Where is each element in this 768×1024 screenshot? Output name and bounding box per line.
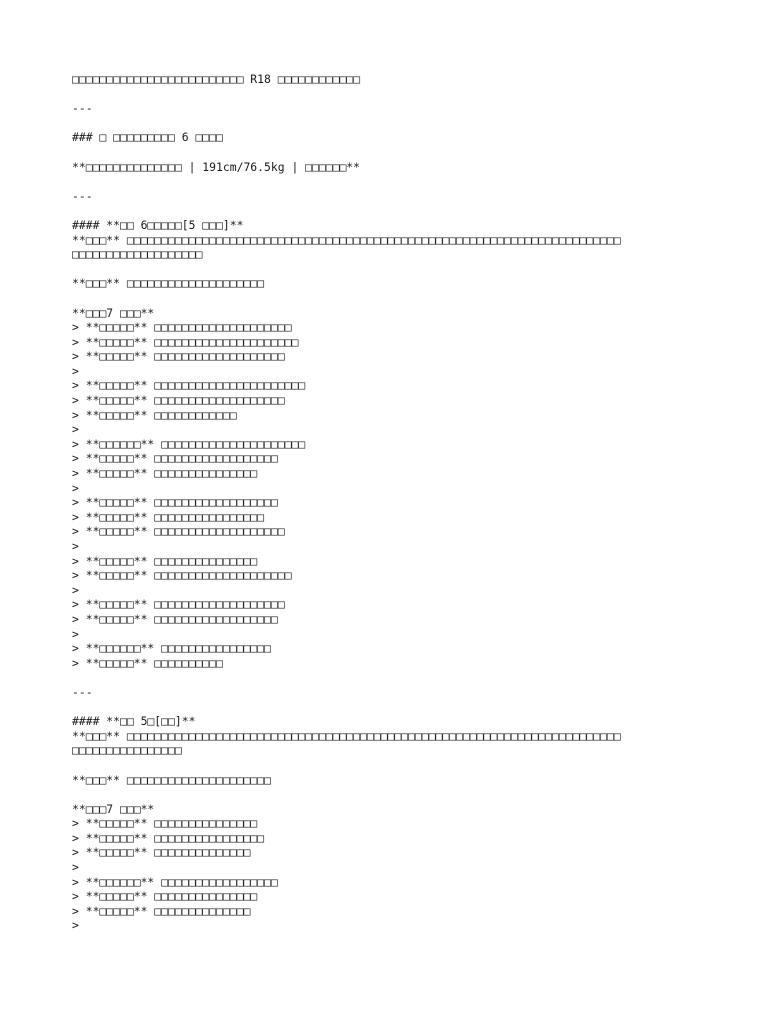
text-line: > **□□□□□** □□□□□□□□□□□□□□□□ — [72, 509, 265, 524]
text-line: > **□□□□□** □□□□□□□□□□□□□□□ — [72, 889, 258, 904]
text-line: > — [72, 918, 79, 933]
text-line: > **□□□□□** □□□□□□□□□□□□□□ — [72, 845, 251, 860]
text-line: > **□□□□□** □□□□□□□□□□ — [72, 655, 223, 670]
text-line: > **□□□□□** □□□□□□□□□□□□□□□□□□□ — [72, 597, 285, 612]
text-line: > **□□□□□** □□□□□□□□□□□□□□ — [72, 903, 251, 918]
text-line: --- — [72, 684, 93, 699]
text-line: **□□□** □□□□□□□□□□□□□□□□□□□□□ — [72, 772, 271, 787]
text-line: > — [72, 860, 79, 875]
text-line: > **□□□□□** □□□□□□□□□□□□ — [72, 407, 237, 422]
text-line — [72, 174, 712, 189]
text-line: #### **□□ 5□[□□]** — [72, 714, 196, 729]
text-line: --- — [72, 101, 93, 116]
text-line: > **□□□□□** □□□□□□□□□□□□□□□□□□□ — [72, 349, 285, 364]
text-line: **□□□7 □□□** — [72, 801, 155, 816]
text-line — [72, 87, 712, 102]
text-line: > — [72, 422, 79, 437]
text-line: □□□□□□□□□□□□□□□□□□□ — [72, 247, 203, 262]
text-line: > **□□□□□** □□□□□□□□□□□□□□□□□□ — [72, 611, 278, 626]
text-line — [72, 700, 712, 715]
text-line: > **□□□□□** □□□□□□□□□□□□□□□□□□□□□ — [72, 334, 299, 349]
text-line — [72, 203, 712, 218]
text-line: > **□□□□□□** □□□□□□□□□□□□□□□□□□□□□ — [72, 436, 306, 451]
text-line: > **□□□□□** □□□□□□□□□□□□□□□□□□ — [72, 451, 278, 466]
text-line: > **□□□□□** □□□□□□□□□□□□□□□□□□□□ — [72, 568, 292, 583]
text-line: > — [72, 363, 79, 378]
text-line: > — [72, 626, 79, 641]
text-line: > **□□□□□** □□□□□□□□□□□□□□□□ — [72, 830, 265, 845]
text-line: > **□□□□□** □□□□□□□□□□□□□□□□□□□ — [72, 393, 285, 408]
text-line: > — [72, 539, 79, 553]
text-line: **□□□** □□□□□□□□□□□□□□□□□□□□ — [72, 276, 265, 291]
text-line: > **□□□□□** □□□□□□□□□□□□□□□□□□□□ — [72, 320, 292, 335]
text-line: **□□□□□□□□□□□□□□ | 191cm/76.5kg | □□□□□□** — [72, 159, 361, 174]
text-line — [72, 670, 712, 685]
text-line: > — [72, 480, 79, 495]
text-line: > **□□□□□** □□□□□□□□□□□□□□□□□□ — [72, 495, 278, 510]
text-line: --- — [72, 188, 93, 203]
text-line — [72, 262, 712, 277]
text-line: #### **□□ 6□□□□□[5 □□□]** — [72, 217, 244, 232]
text-line: **□□□** □□□□□□□□□□□□□□□□□□□□□□□□□□□□□□□□□□□□□□□□□□□□□□□□□□□□□□□□□□□□□□□□□□□□□□□□ — [72, 728, 621, 743]
text-line: > **□□□□□** □□□□□□□□□□□□□□□ — [72, 816, 258, 831]
text-line: > **□□□□□□** □□□□□□□□□□□□□□□□□ — [72, 874, 278, 889]
text-line: ### □ □□□□□□□□□ 6 □□□□ — [72, 130, 223, 145]
text-line — [72, 145, 712, 160]
text-line: **□□□** □□□□□□□□□□□□□□□□□□□□□□□□□□□□□□□□□□□□□□□□□□□□□□□□□□□□□□□□□□□□□□□□□□□□□□□□ — [72, 232, 621, 247]
text-line — [72, 291, 712, 306]
text-line: > **□□□□□** □□□□□□□□□□□□□□□ — [72, 466, 258, 481]
text-line — [72, 116, 712, 131]
text-line: > **□□□□□□** □□□□□□□□□□□□□□□□ — [72, 641, 271, 656]
text-line: □□□□□□□□□□□□□□□□□□□□□□□□□ R18 □□□□□□□□□□□□ — [72, 72, 361, 86]
text-line — [72, 787, 712, 802]
text-line: > **□□□□□** □□□□□□□□□□□□□□□ — [72, 553, 258, 568]
text-line: □□□□□□□□□□□□□□□□ — [72, 743, 182, 758]
text-line: > **□□□□□** □□□□□□□□□□□□□□□□□□□□□□ — [72, 378, 306, 393]
text-line: > **□□□□□** □□□□□□□□□□□□□□□□□□□ — [72, 524, 285, 539]
document-body — [72, 72, 712, 933]
text-line — [72, 758, 712, 773]
text-line: **□□□7 □□□** — [72, 305, 155, 320]
text-line: > — [72, 582, 79, 597]
